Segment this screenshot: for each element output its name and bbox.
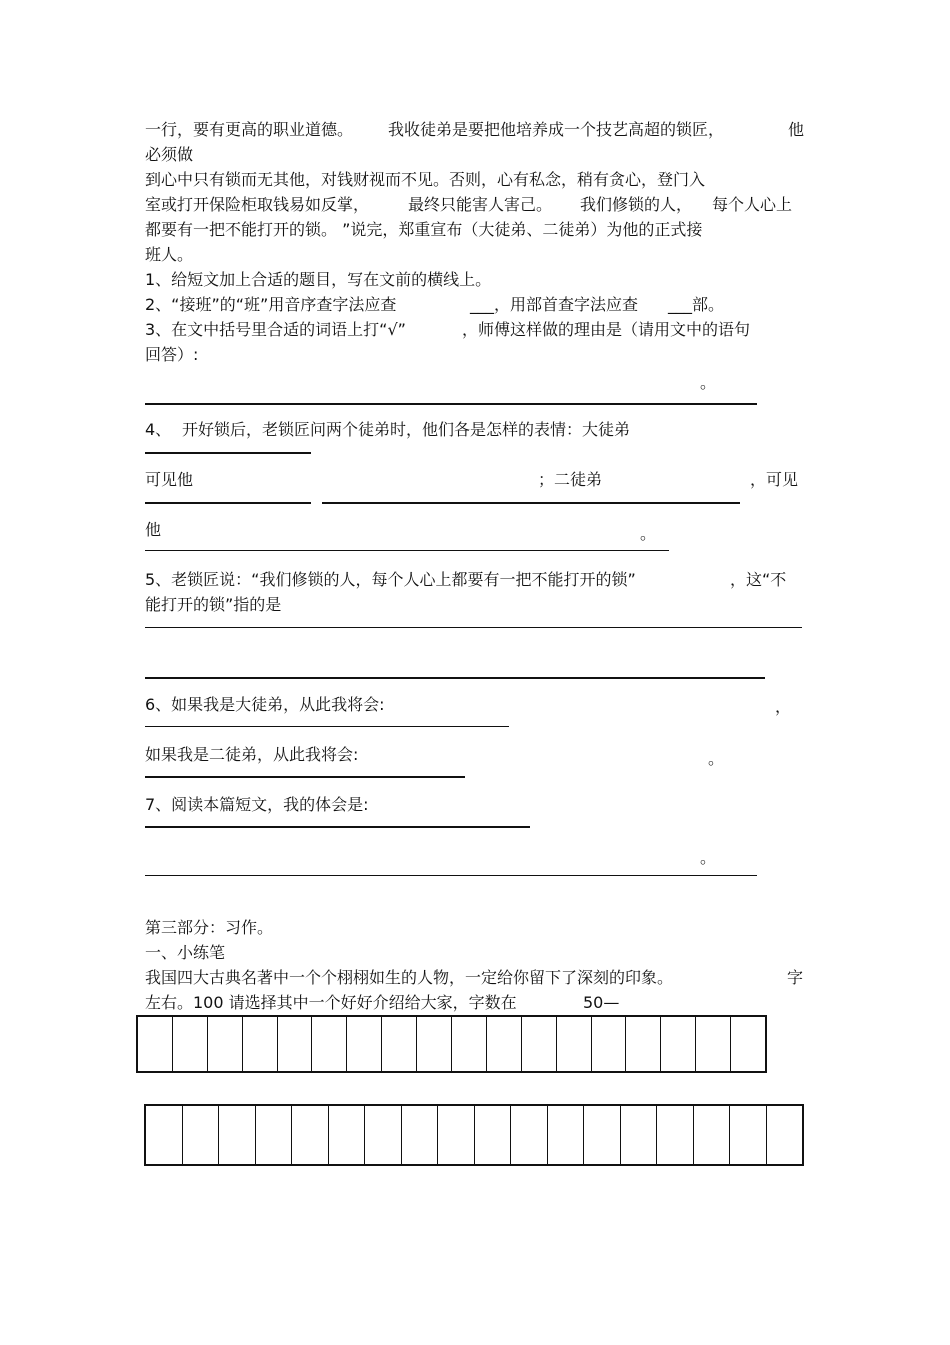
grid-cell[interactable] xyxy=(511,1106,548,1164)
passage-line-4c: 我们修锁的人， xyxy=(580,195,693,214)
question-7-answer-line-2[interactable] xyxy=(145,875,757,876)
question-7-period: 。 xyxy=(700,848,717,867)
question-3-text-c: 回答）: xyxy=(145,345,199,364)
grid-cell[interactable] xyxy=(731,1017,765,1071)
grid-cell[interactable] xyxy=(256,1106,293,1164)
question-1: 1、给短文加上合适的题目，写在文前的横线上。 xyxy=(145,270,492,289)
grid-cell[interactable] xyxy=(292,1106,329,1164)
grid-cell[interactable] xyxy=(696,1017,731,1071)
part3-subheading: 一、小练笔 xyxy=(145,943,226,962)
question-6-text-b: 如果我是二徒弟，从此我将会: xyxy=(145,745,359,764)
grid-cell[interactable] xyxy=(173,1017,208,1071)
question-3-text-b: ，师傅这样做的理由是（请用文中的语句 xyxy=(462,320,751,339)
grid-cell[interactable] xyxy=(146,1106,183,1164)
passage-line-1a: 一行，要有更高的职业道德。 xyxy=(145,120,354,139)
passage-line-1b: 我收徒弟是要把他培养成一个技艺高超的锁匠， xyxy=(388,120,725,139)
grid-cell[interactable] xyxy=(438,1106,475,1164)
part3-prompt-d: 50— xyxy=(583,993,620,1012)
question-7-answer-line-1[interactable] xyxy=(145,826,530,828)
passage-line-3: 到心中只有锁而无其他，对钱财视而不见。否则，心有私念，稍有贪心，登门入 xyxy=(145,170,706,189)
grid-cell[interactable] xyxy=(584,1106,621,1164)
grid-cell[interactable] xyxy=(522,1017,557,1071)
grid-cell[interactable] xyxy=(452,1017,487,1071)
grid-cell[interactable] xyxy=(621,1106,658,1164)
grid-cell[interactable] xyxy=(730,1106,767,1164)
grid-cell[interactable] xyxy=(329,1106,366,1164)
question-4-number: 4、 xyxy=(145,420,172,439)
question-6-answer-line-2[interactable] xyxy=(145,776,465,778)
question-4-answer-line-4[interactable] xyxy=(145,550,669,551)
question-3-text-a: 3、在文中括号里合适的词语上打“√” xyxy=(145,320,406,339)
grid-cell[interactable] xyxy=(417,1017,452,1071)
question-2-blank-1: ___，用部首查字法应查 xyxy=(470,295,639,314)
question-4-text-e: 他 xyxy=(145,520,162,539)
grid-cell[interactable] xyxy=(382,1017,417,1071)
question-6-text-a: 6、如果我是大徒弟，从此我将会: xyxy=(145,695,385,714)
question-4-text-b: 可见他 xyxy=(145,470,194,489)
question-4-answer-line-3[interactable] xyxy=(322,502,740,504)
grid-cell[interactable] xyxy=(138,1017,173,1071)
grid-cell[interactable] xyxy=(312,1017,347,1071)
part3-prompt-b: 字 xyxy=(787,968,804,987)
question-4-period: 。 xyxy=(640,524,657,543)
grid-cell[interactable] xyxy=(657,1106,694,1164)
question-2-blank-2: ___部。 xyxy=(668,295,725,314)
question-7-text: 7、阅读本篇短文，我的体会是: xyxy=(145,795,369,814)
question-3-period: 。 xyxy=(700,373,717,392)
question-2-text: 2、“接班”的“班”用音序查字法应查 xyxy=(145,295,397,314)
writing-grid-row-2[interactable] xyxy=(144,1104,804,1166)
grid-cell[interactable] xyxy=(183,1106,220,1164)
grid-cell[interactable] xyxy=(347,1017,382,1071)
question-4-answer-line-1[interactable] xyxy=(145,452,311,454)
question-5-answer-line-1[interactable] xyxy=(145,627,802,628)
passage-line-4a: 室或打开保险柜取钱易如反掌， xyxy=(145,195,370,214)
question-4-answer-line-2[interactable] xyxy=(145,502,311,504)
question-6-answer-line-1[interactable] xyxy=(145,726,509,727)
part3-heading: 第三部分：习作。 xyxy=(145,918,274,937)
grid-cell[interactable] xyxy=(626,1017,661,1071)
passage-line-6: 班人。 xyxy=(145,245,194,264)
grid-cell[interactable] xyxy=(557,1017,592,1071)
grid-cell[interactable] xyxy=(661,1017,696,1071)
grid-cell[interactable] xyxy=(475,1106,512,1164)
question-4-text: 开好锁后，老锁匠问两个徒弟时，他们各是怎样的表情：大徒弟 xyxy=(182,420,631,439)
question-4-text-c: ；二徒弟 xyxy=(538,470,603,489)
grid-cell[interactable] xyxy=(694,1106,731,1164)
question-5-text-b: ，这“不 xyxy=(730,570,787,589)
grid-cell[interactable] xyxy=(243,1017,278,1071)
writing-grid-row-1[interactable] xyxy=(136,1015,767,1073)
part3-prompt-c: 左右。100 请选择其中一个好好介绍给大家，字数在 xyxy=(145,993,517,1012)
grid-cell[interactable] xyxy=(402,1106,439,1164)
question-5-answer-line-2[interactable] xyxy=(145,677,765,679)
question-4-text-d: ，可见 xyxy=(750,470,799,489)
grid-cell[interactable] xyxy=(548,1106,585,1164)
grid-cell[interactable] xyxy=(219,1106,256,1164)
grid-cell[interactable] xyxy=(487,1017,522,1071)
question-5-text-c: 能打开的锁”指的是 xyxy=(145,595,282,614)
question-3-answer-line[interactable] xyxy=(145,403,757,405)
question-5-text-a: 5、老锁匠说：“我们修锁的人，每个人心上都要有一把不能打开的锁” xyxy=(145,570,636,589)
question-6-period: 。 xyxy=(708,749,725,768)
passage-line-4b: 最终只能害人害己。 xyxy=(408,195,553,214)
passage-line-5: 都要有一把不能打开的锁。 ”说完，郑重宣布（大徒弟、二徒弟）为他的正式接 xyxy=(145,220,703,239)
grid-cell[interactable] xyxy=(767,1106,803,1164)
passage-line-4d: 每个人心上 xyxy=(712,195,793,214)
passage-line-1c: 他 xyxy=(788,120,805,139)
passage-line-2: 必须做 xyxy=(145,145,194,164)
grid-cell[interactable] xyxy=(592,1017,627,1071)
grid-cell[interactable] xyxy=(278,1017,313,1071)
grid-cell[interactable] xyxy=(365,1106,402,1164)
grid-cell[interactable] xyxy=(208,1017,243,1071)
part3-prompt-a: 我国四大古典名著中一个个栩栩如生的人物，一定给你留下了深刻的印象。 xyxy=(145,968,674,987)
question-6-comma: ， xyxy=(775,697,792,716)
